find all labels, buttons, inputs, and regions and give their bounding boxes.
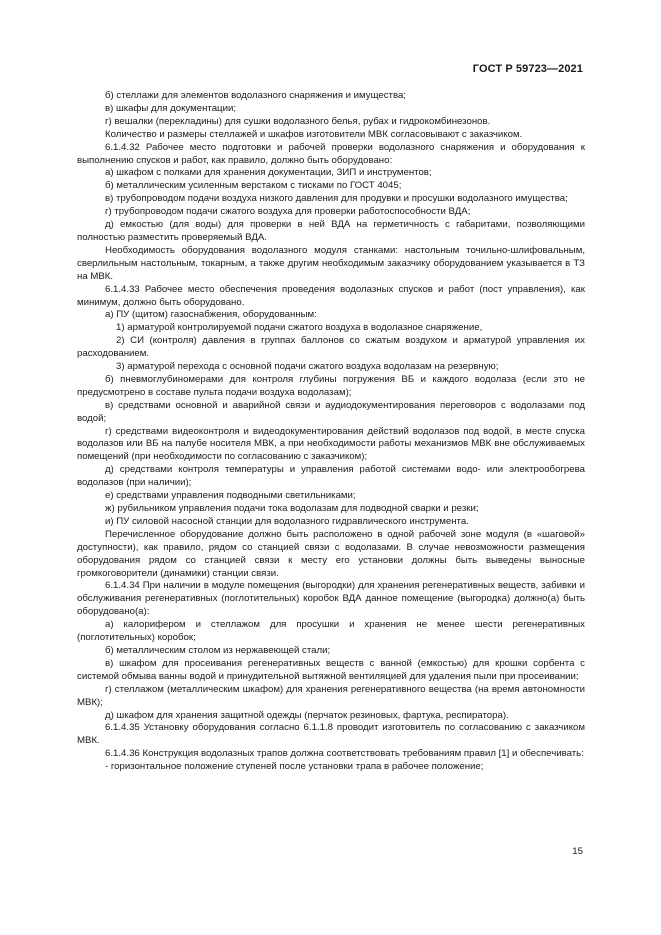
paragraph: г) трубопроводом подачи сжатого воздуха для проверки работоспособности ВДА; <box>105 206 471 218</box>
paragraph: в) средствами основной и аварийной связи и аудиодокументирования переговоров с водолазами под водой; <box>77 399 585 424</box>
paragraph: д) емкостью (для воды) для проверки в ней ВДА на герметичность с габаритами, позволяющими полностью разместить проверяемый ВДА. <box>77 219 585 243</box>
paragraph: а) калорифером и стеллажом для просушки и хранения не менее шести регенеративных (поглотительных) коробок; <box>77 619 585 644</box>
paragraph: 6.1.4.35 Установку оборудования согласно 6.1.1.8 проводит изготовитель по согласованию с заказчиком МВК. <box>77 722 585 747</box>
paragraph: Перечисленное оборудование должно быть расположено в одной рабочей зоне модуля (в «шаговой» доступности), как правило, рядом со станцией связи с водолазами. В случае невозможности размещения оборудования рядом со станцией связи к месту его установки должны быть выведены выносные громкоговорители (динамики) станции связи. <box>77 528 585 579</box>
page-number: 15 <box>572 846 583 857</box>
paragraph: д) шкафом для хранения защитной одежды (перчаток резиновых, фартука, респиратора). <box>105 709 509 721</box>
paragraph: Количество и размеры стеллажей и шкафов изготовители МВК согласовывают с заказчиком. <box>105 128 523 140</box>
paragraph: 1) арматурой контролируемой подачи сжатого воздуха в водолазное снаряжение, <box>116 322 483 334</box>
paragraph: г) средствами видеоконтроля и видеодокументирования действий водолазов под водой, в месте спуска водолазов или ВБ на палубе носителя МВК, а при необходимости работы механизмов МВК вне обслуживаемых помещений (при необходимости по согласованию с заказчиком); <box>77 425 585 463</box>
paragraph: г) вешалки (перекладины) для сушки водолазного белья, рубах и гидрокомбинезонов. <box>105 115 491 127</box>
paragraph: е) средствами управления подводными светильниками; <box>105 490 356 502</box>
paragraph: 3) арматурой перехода с основной подачи сжатого воздуха водолазам на резервную; <box>116 361 499 373</box>
paragraph: а) шкафом с полками для хранения документации, ЗИП и инструментов; <box>105 167 432 179</box>
paragraph: 2) СИ (контроля) давления в группах баллонов со сжатым воздухом и арматурой управления их расходованием. <box>77 335 585 360</box>
paragraph: в) шкафом для просеивания регенеративных веществ с ванной (емкостью) для крошки сорбента с системой обмыва ванны водой и принудительной вытяжной вентиляцией для удаления пыли при просеивании; <box>77 657 585 682</box>
paragraph: д) средствами контроля температуры и управления работой системами водо- или электрообогрева водолазов (при наличии); <box>77 464 585 489</box>
paragraph: б) металлическим столом из нержавеющей стали; <box>105 644 331 656</box>
paragraph: б) пневмоглубиномерами для контроля глубины погружения ВБ и каждого водолаза (если это не предусмотрено в составе пульта подачи воздуха водолазам); <box>77 373 585 398</box>
paragraph: 6.1.4.34 При наличии в модуле помещения (выгородки) для хранения регенеративных веществ, забивки и обслуживания регенеративных (поглотительных) коробок ВДА данное помещение (выгородка) должно(а) быть оборудовано(а): <box>77 580 585 618</box>
paragraph: а) ПУ (щитом) газоснабжения, оборудованным: <box>105 309 317 321</box>
paragraph: 6.1.4.33 Рабочее место обеспечения проведения водолазных спусков и работ (пост управления), как минимум, должно быть оборудовано. <box>77 283 585 308</box>
standard-designation: ГОСТ Р 59723—2021 <box>472 63 583 75</box>
paragraph: и) ПУ силовой насосной станции для водолазного гидравлического инструмента. <box>105 515 469 527</box>
paragraph: б) металлическим усиленным верстаком с тисками по ГОСТ 4045; <box>105 180 402 192</box>
document-body <box>77 90 585 774</box>
paragraph: г) стеллажом (металлическим шкафом) для хранения регенеративного вещества (на время автономности МВК); <box>77 683 585 708</box>
paragraph: в) трубопроводом подачи воздуха низкого давления для продувки и просушки водолазного имущества; <box>105 193 568 205</box>
paragraph: ж) рубильником управления подачи тока водолазам для подводной сварки и резки; <box>105 503 479 514</box>
paragraph: в) шкафы для документации; <box>105 102 236 114</box>
paragraph: б) стеллажи для элементов водолазного снаряжения и имущества; <box>105 90 406 101</box>
paragraph: 6.1.4.32 Рабочее место подготовки и рабочей проверки водолазного снаряжения и оборудования к выполнению спусков и работ, как правило, должно быть оборудовано: <box>77 141 585 166</box>
paragraph: 6.1.4.36 Конструкция водолазных трапов должна соответствовать требованиям правил [1] и обеспечивать: <box>105 748 584 760</box>
paragraph: - горизонтальное положение ступеней после установки трапа в рабочее положение; <box>105 761 484 773</box>
paragraph: Необходимость оборудования водолазного модуля станками: настольным точильно-шлифовальным, сверлильным настольным, токарным, а также другим необходимым заказчику оборудованием указывается в ТЗ на МВК. <box>77 244 585 282</box>
